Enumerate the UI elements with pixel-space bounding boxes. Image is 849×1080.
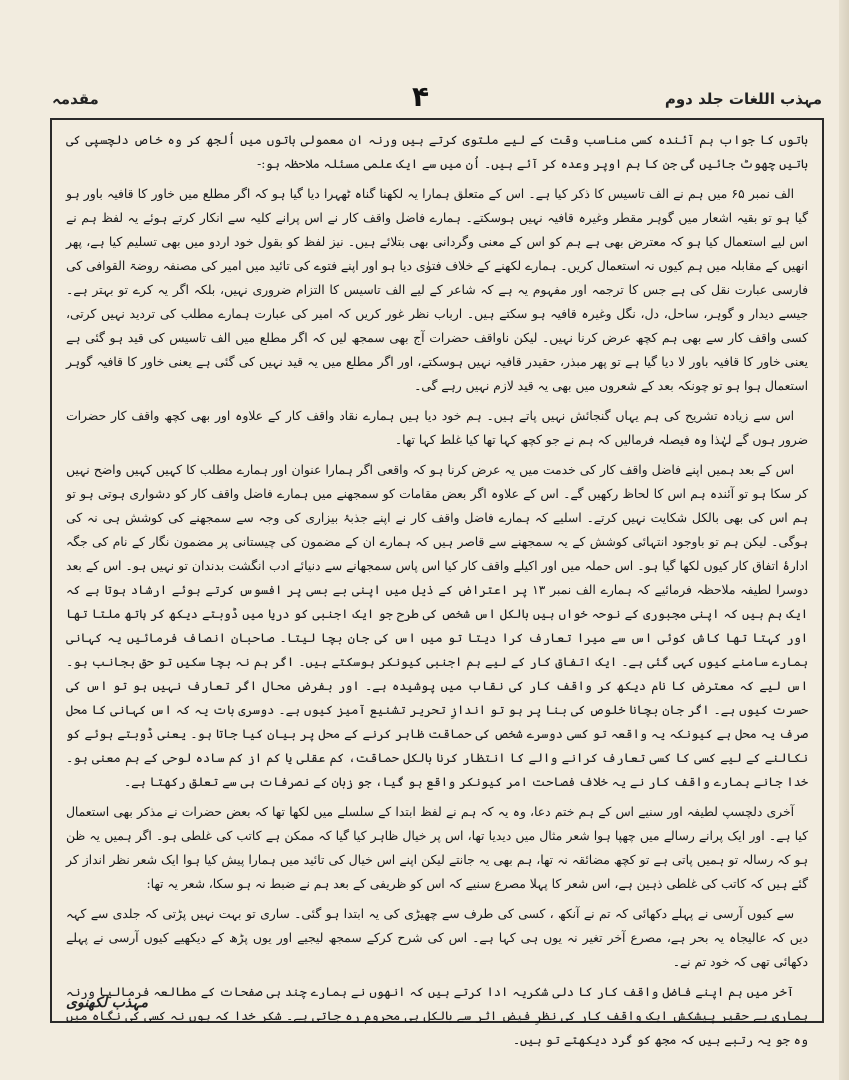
section-title: مقدمہ	[52, 90, 99, 108]
page-number: ۴	[412, 80, 430, 113]
paragraph-6: سے کیوں آرسی نے پہلے دکھائی کہ تم نے آنکھ ، کسی کی طرف سے چھیڑی کی یہ ابتدا ہو گئی۔ ساری تو بہت نہیں پڑتی کہ جلدی سے کہہ دیں کہ عالیجاہ یہ بحر ہے، مصرع آخر تغیر نہ یوں ہی کہا ہے۔ اس کی شرح کرکے سمجھ لیجیے اور یوں پڑھ کے دیکھیے کیوں آرسی نے پہلے دکھائی تھی کہ خود تم نے۔	[66, 907, 808, 969]
author-signature: مہذب لکھنوی	[66, 995, 148, 1011]
paragraph-2: الف نمبر ۶۵ میں ہم نے الف تاسیس کا ذکر کیا ہے۔ اس کے متعلق ہمارا یہ لکھنا گناہ ٹھہرا دیا گیا ہو کہ اگر مطلع میں خاور کا قافیہ باور ہو گیا ہو تو بقیہ اشعار میں گوہر مقطر وغیرہ قافیہ نہیں ہوسکتے۔ ہمارے فاضل واقف کار نے اس پرانے کلیہ سے انکار کرتے ہوئے یہ لفظ ہم نے اس لیے استعمال کیا ہو کہ معترض بھی ہے ہم کو اس کے معنی وگردانی بھی بتلائے ہیں۔ نیز لفظ کو بقول خود اردو میں بھی تسلیم کیا ہے، پھر انھیں کے مقابلہ میں ہم کیوں نہ استعمال کریں۔ ہمارے لکھنے کے خلاف فتوٰی دیا ہو اور اپنے فتوے کی تائید میں امیر کی مصنفہ روضۃ القوافی کی فارسی عبارت نقل کی ہے جس کا ترجمہ اور مفہوم یہ ہے کہ شاعر کے لیے الف تاسیس کا التزام ضروری نہیں، بلکہ اگر یہ کرے تو بہتر ہے۔ جیسے دیدار و گوہر، ساحل، دل، نگل وغیرہ قافیہ ہو سکتے ہیں۔ ارباب نظر غور کریں کہ امیر کی عبارت ہمارے مطلب کی تردید نہیں کرتی، کسی واقف کار سے بھی ہم کچھ عرض کرنا نہیں۔ لیکن ناواقف حضرات آج بھی سمجھ لیں کہ اگر مطلع میں الف تاسیس کی قید ہو گئی ہے یعنی خاور کا قافیہ باور لا دیا گیا ہے تو پھر مبذر، حقیدر قافیہ نہیں ہوسکتے، اور اگر مطلع میں یہ قید نہیں کی گئی ہے یعنی خاور کا قافیہ گوہر استعمال ہوا ہو تو چونکہ بعد کے شعروں میں بھی یہ قید لازم نہیں رہے گی۔	[66, 187, 808, 393]
paragraph-5: آخری دلچسپ لطیفہ اور سنیے اس کے ہم ختم دعا، وہ یہ کہ ہم نے لفظ ابتدا کے سلسلے میں لکھا تھا کہ بعض حضرات نے مذکر بھی استعمال کیا ہے۔ اور ایک پرانے رسالے میں چھپا ہوا شعر مثال میں دیدیا تھا، اس پر خیال ظاہر کیا گیا کہ ممکن ہے کاتب کی غلطی ہو۔ اگر ہمیں یہ ظن ہو کہ رسالہ تو ہمیں پاتی ہے تو کچھ مضائقہ نہ تھا، ہم بھی یہ جانتے لیکن اپنے اس خیال کی تائید میں ہمارا پیش کیا ہوا ایک شعر نظر انداز کر گئے ہیں کہ کاتب کی غلطی ذہین ہے، اس شعر کا پہلا مصرع سنیے کہ اس کو ظریفی کے بعد ہم نے ضبط نہ ہو سکا، شعر یہ تھا:	[66, 805, 808, 891]
paragraph-4: اس کے بعد ہمیں اپنے فاضل واقف کار کی خدمت میں یہ عرض کرنا ہو کہ واقعی اگر ہمارا عنوان اور ہمارے مطلب کا کہیں کہیں واضح نہیں کر سکا ہو تو آئندہ ہم اس کا لحاظ رکھیں گے۔ اس کے علاوہ اگر بعض مقامات کو سمجھنے میں ہمارے فاضل واقف کار کو دشواری ہوتی ہو تو ہم اس کی بھی بالکل شکایت نہیں کرتے۔ اسلیے کہ ہمارے فاضل واقف کار نے اپنے جذبۂ بیزاری کی وجہ سے سمجھنے کی کوشش ہی نہ کی ہوگی۔ لیکن ہم تو باوجود انتہائی کوشش کے یہ سمجھنے سے قاصر ہیں کہ ہمارے ان کے مضمون کی چیستانی پر مضمون نگار کے نام کی جگہ ادارۂ اتفاق کار کیوں لکھا گیا ہو۔ اس حملہ میں اور اکیلے واقف کار کیا اس پاس سمجھانے سے دنیائے ادب انگشت بدندان تو نہیں ہو۔ اس کے بعد دوسرا لطیفہ ملاحظہ فرمائیے کہ ہمارے الف نمبر ۱۳ پر اعتراض کے ذیل میں اپنی بے بسی پر افسوس کرتے ہوئے ارشاد ہوتا ہے کہ ایک ہم ہیں کہ اپنی مجبوری کے نوحہ خواں ہیں بالکل اس شخص کی طرح جو ایک اجنبی کو دریا میں ڈوبتے دیکھ کر ہاتھ ملتا تھا اور کہتا تھا کاش کوئی اس سے میرا تعارف کرا دیتا تو میں اس کی جان بچا لیتا۔ صاحبان انصاف فرمائیں یہ کہانی ہمارے سامنے کیوں کہی گئی ہے۔ ایک اتفاق کار کے لیے ہم اجنبی کیونکر ہوسکتے ہیں۔ اگر ہم نہ بچا سکیں تو حق بجانب ہو۔ اس لیے کہ معترض کا نام دیکھ کر واقف کار کی نقاب میں پوشیدہ ہے۔ اور بفرض محال اگر تعارف نہیں ہو تو اس کی حسرت کیوں ہے۔ اگر جان بچانا خلوص کی بنا پر ہو تو اندازِ تحریر تشنیع آمیز کیوں ہے۔ دوسری بات یہ کہ اس کہانی کا محل صرف یہ محل ہے کیونکہ یہ واقعہ تو کسی دوسرے شخص کی حماقت ظاہر کرنے کے محل پر بیان کیا جاتا ہو۔ یعنی ڈوبتے ہوئے کو نکالنے کے لیے کسی کا کسی تعارف کرانے والے کا انتظار کرنا بالکل حماقت، کم عقلی یا کم از کم سادہ لوحی کے ہم معنی ہو۔ خدا جانے ہمارے واقف کار نے یہ خلاف فصاحت امر کیونکر واقع ہو گیا، جو زبان کے نصرفات ہی سے تعلق رکھتا ہے۔	[66, 463, 808, 789]
paragraph-7: آخر میں ہم اپنے فاضل واقف کار کا دلی شکریہ ادا کرتے ہیں کہ انھوں نے ہمارے چند ہی صفحات کے مطالعہ فرمالیا ورنہ ہماری بے حقیر پیشکش ایک واقف کار کی نظرِ فیض اثر سے بالکل ہی محروم رہ جاتی ہے۔ شکر خدا کہ ہوں نہ کسی کی نگاہ میں وہ جو یہ رتبے ہیں کہ مجھ کو گرد دیکھتے تو ہیں۔	[66, 985, 808, 1047]
paragraph-3: اس سے زیادہ تشریح کی ہم یہاں گنجائش نہیں پاتے ہیں۔ ہم خود دیا ہیں ہمارے نقاد واقف کار کے علاوہ اور بھی کچھ واقف کار حضرات ضرور ہوں گے لہٰذا وہ فیصلہ فرمالیں کہ ہم نے جو کچھ کہا تھا کیا غلط کہا تھا۔	[66, 409, 808, 447]
text-frame	[50, 118, 824, 1047]
paragraph-1: باتوں کا جواب ہم آئندہ کسی مناسب وقت کے لیے ملتوی کرتے ہیں ورنہ ان معمولی باتوں میں اُلجھ کر وہ خاص دلچسپی کی باتیں چھوٹ جائیں گی جن کا ہم اوپر وعدہ کر آئے ہیں۔ اُن میں سے ایک علمی مسئلہ ملاحظہ ہو:-	[66, 133, 808, 171]
page-header	[52, 80, 822, 118]
book-title: مہذب اللغات جلد دوم	[664, 90, 822, 108]
scan-edge	[839, 0, 849, 1080]
